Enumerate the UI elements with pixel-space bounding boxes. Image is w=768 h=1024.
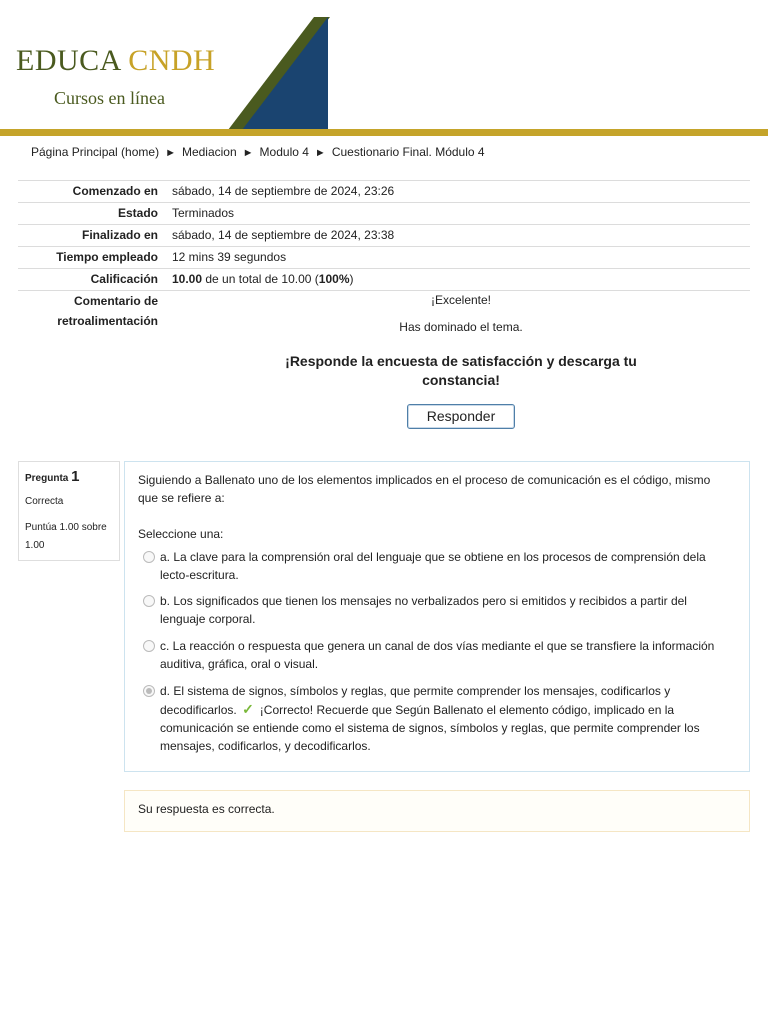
summary-row-state xyxy=(18,203,750,225)
answer-option-d-text: d. El sistema de signos, símbolos y reglas, que permite comprender los mensajes, codificarlos y decodificarlos. xyxy=(160,684,671,717)
answer-option-text xyxy=(160,682,733,755)
logo-cndh-text: CNDH xyxy=(128,44,216,77)
summary-row-feedback xyxy=(18,291,750,442)
feedback-label-line2: retroalimentación xyxy=(57,314,158,328)
survey-callout-line2: constancia! xyxy=(422,372,500,388)
breadcrumb-mediacion[interactable]: Mediacion xyxy=(181,145,237,159)
site-header xyxy=(0,0,768,136)
summary-value: 12 mins 39 segundos xyxy=(168,247,750,269)
summary-label: Estado xyxy=(18,203,168,225)
feedback-mastered: Has dominado el tema. xyxy=(399,320,523,334)
answer-outcome xyxy=(124,790,750,832)
summary-value: sábado, 14 de septiembre de 2024, 23:38 xyxy=(168,225,750,247)
summary-value: Terminados xyxy=(168,203,750,225)
feedback-excellent: ¡Excelente! xyxy=(430,293,492,307)
logo-subtitle: Cursos en línea xyxy=(54,88,165,108)
breadcrumb-home[interactable]: Página Principal (home) xyxy=(31,145,160,159)
summary-label: Tiempo empleado xyxy=(18,247,168,269)
summary-value: sábado, 14 de septiembre de 2024, 23:26 xyxy=(168,181,750,203)
question-grade: Puntúa 1.00 sobre 1.00 xyxy=(25,522,107,551)
summary-row-finished xyxy=(18,225,750,247)
answer-option-text: b. Los significados que tienen los mensajes no verbalizados pero si emitidos y recibidos a partir del lenguaje corporal. xyxy=(160,594,687,626)
question-info-panel xyxy=(18,461,120,561)
radio-unchecked-icon[interactable] xyxy=(143,551,155,563)
question-number-value: 1 xyxy=(71,468,80,485)
breadcrumb-modulo[interactable]: Modulo 4 xyxy=(259,145,309,159)
header-divider xyxy=(0,129,768,136)
respond-button[interactable]: Responder xyxy=(407,404,515,429)
question-number-label: Pregunta xyxy=(25,473,69,484)
answer-option-text: c. La reacción o respuesta que genera un canal de dos vías mediante el que se transfiere la información auditiva, gráfica, oral o visual. xyxy=(160,639,715,671)
logo-graphic xyxy=(228,17,330,130)
breadcrumb-separator-icon: ► xyxy=(242,147,254,159)
breadcrumb-separator-icon: ► xyxy=(165,147,176,159)
radio-unchecked-icon[interactable] xyxy=(143,595,155,607)
grade-total-text: de un total de 10.00 ( xyxy=(202,272,319,286)
feedback-label-line1: Comentario de xyxy=(73,294,158,308)
summary-label: Finalizado en xyxy=(18,225,168,247)
check-icon: ✓ xyxy=(242,701,254,717)
survey-callout-line1: ¡Responde la encuesta de satisfacción y descarga tu xyxy=(285,353,637,369)
question-prompt: Seleccione una: xyxy=(138,527,224,541)
feedback-label xyxy=(18,291,168,442)
summary-label: Calificación xyxy=(18,269,168,291)
summary-row-grade xyxy=(18,269,750,291)
outcome-text: Su respuesta es correcta. xyxy=(138,802,275,816)
question-number xyxy=(25,468,79,485)
summary-label: Comenzado en xyxy=(18,181,168,203)
feedback-content xyxy=(168,291,750,442)
site-logo[interactable] xyxy=(16,44,215,78)
logo-educa-text: EDUCA xyxy=(16,44,121,77)
breadcrumb-quiz[interactable]: Cuestionario Final. Módulo 4 xyxy=(331,145,485,159)
answer-option-text: a. La clave para la comprensión oral del lenguaje que se obtiene en los procesos de comprensión dela lecto-escritura. xyxy=(160,550,706,582)
grade-score: 10.00 xyxy=(172,272,203,286)
radio-checked-icon[interactable] xyxy=(143,685,155,697)
attempt-summary-table xyxy=(18,180,750,441)
answer-feedback: ¡Correcto! Recuerde que Según Ballenato el elemento código, implicado en la comunicación se entiende como el sistema de signos, símbolos y reglas, que permite comprender los mensajes, codificarlos, y decodificarlos. xyxy=(160,703,700,753)
grade-value xyxy=(168,269,750,291)
answer-option-a[interactable] xyxy=(143,548,733,584)
grade-close-paren: ) xyxy=(349,272,354,286)
answer-option-b[interactable] xyxy=(143,592,733,628)
survey-callout xyxy=(172,352,750,390)
question-text: Siguiendo a Ballenato uno de los elementos implicados en el proceso de comunicación es el código, mismo que se refiere a: xyxy=(138,473,711,505)
breadcrumb-separator-icon: ► xyxy=(314,147,326,159)
question-content xyxy=(124,461,750,772)
question-state: Correcta xyxy=(25,496,64,507)
summary-row-started xyxy=(18,181,750,203)
answer-option-c[interactable] xyxy=(143,637,733,673)
summary-row-time xyxy=(18,247,750,269)
answer-option-d[interactable] xyxy=(143,682,733,755)
radio-unchecked-icon[interactable] xyxy=(143,640,155,652)
grade-percent: 100% xyxy=(318,272,350,286)
breadcrumb xyxy=(31,145,485,159)
